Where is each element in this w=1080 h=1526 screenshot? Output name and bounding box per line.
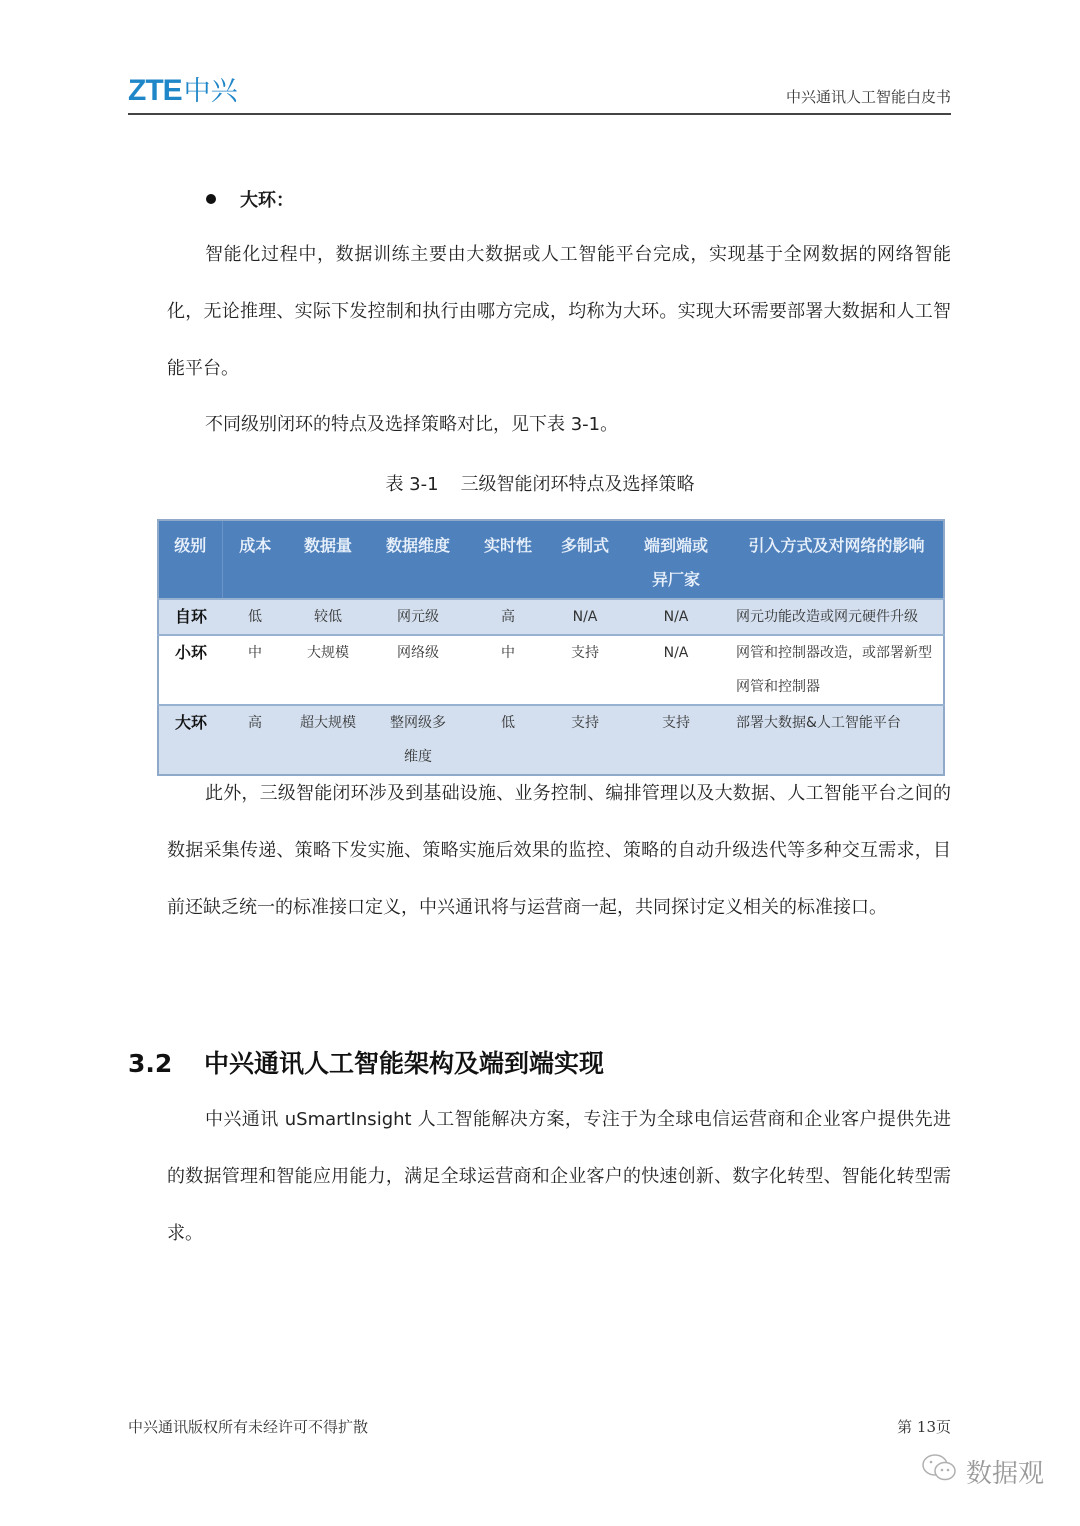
page-header [128, 70, 951, 114]
cell-dimension-text: 整网级多维度 [390, 715, 446, 765]
paragraph-big-loop: 智能化过程中，数据训练主要由大数据或人工智能平台完成，实现基于全网数据的网络智能化，无论推理、实际下发控制和执行由哪方完成，均称为大环。实现大环需要部署大数据和人工智能平台。 [167, 244, 951, 379]
column-header: 成本 [222, 520, 288, 599]
watermark-text: 数据观 [966, 1459, 1045, 1489]
cell-e2e: N/A [622, 599, 730, 635]
table-header-row [158, 520, 944, 599]
footer-page-number: 第 13页 [897, 1418, 951, 1436]
paragraph-usmartinsight: 中兴通讯 uSmartInsight 人工智能解决方案，专注于为全球电信运营商和企业客户提供先进的数据管理和智能应用能力，满足全球运营商和企业客户的快速创新、数字化转型、智能化转型需求。 [167, 1109, 951, 1244]
bullet-icon [206, 194, 216, 204]
table-caption [0, 470, 1080, 496]
bullet-heading [206, 186, 294, 212]
column-header: 数据量 [288, 520, 368, 599]
cell-e2e: 支持 [622, 705, 730, 775]
table-row [158, 635, 944, 705]
cell-cost: 高 [222, 705, 288, 775]
cell-multimode: N/A [548, 599, 622, 635]
column-header [622, 520, 730, 599]
paragraph-interfaces: 此外，三级智能闭环涉及到基础设施、业务控制、编排管理以及大数据、人工智能平台之间的数据采集传递、策略下发实施、策略实施后效果的监控、策略的自动升级迭代等多种交互需求，目前还缺乏统一的标准接口定义，中兴通讯将与运营商一起，共同探讨定义相关的标准接口。 [167, 783, 951, 918]
cell-realtime: 中 [468, 635, 548, 705]
cell-multimode: 支持 [548, 705, 622, 775]
cell-cost: 中 [222, 635, 288, 705]
logo-chinese: 中兴 [183, 76, 238, 106]
column-header: 级别 [158, 520, 222, 599]
header-divider [128, 113, 951, 115]
logo-latin: ZTE [128, 74, 182, 107]
section-number: 3.2 [128, 1049, 173, 1078]
cell-cost: 低 [222, 599, 288, 635]
cell-volume: 超大规模 [288, 705, 368, 775]
cell-impact: 网管和控制器改造，或部署新型网管和控制器 [730, 635, 944, 705]
cell-volume: 大规模 [288, 635, 368, 705]
column-header-text: 端到端或异厂家 [643, 536, 708, 589]
cell-level: 大环 [158, 705, 222, 775]
cell-dimension: 网络级 [368, 635, 468, 705]
cell-realtime: 低 [468, 705, 548, 775]
table-caption-number: 表 3-1 [385, 474, 439, 495]
cell-multimode: 支持 [548, 635, 622, 705]
zte-logo [128, 74, 238, 108]
document-title: 中兴通讯人工智能白皮书 [785, 88, 951, 106]
cell-level: 小环 [158, 635, 222, 705]
table-caption-title: 三级智能闭环特点及选择策略 [460, 474, 695, 495]
footer-copyright: 中兴通讯版权所有未经许可不得扩散 [128, 1418, 369, 1436]
wechat-icon [920, 1452, 960, 1491]
column-header: 多制式 [548, 520, 622, 599]
cell-level: 自环 [158, 599, 222, 635]
column-header: 实时性 [468, 520, 548, 599]
section-heading [128, 1044, 604, 1080]
bullet-label: 大环： [240, 190, 294, 211]
cell-realtime: 高 [468, 599, 548, 635]
cell-e2e: N/A [622, 635, 730, 705]
cell-impact: 部署大数据&人工智能平台 [730, 705, 944, 775]
loop-comparison-table [157, 519, 945, 776]
watermark [920, 1452, 1044, 1491]
paragraph-table-ref: 不同级别闭环的特点及选择策略对比，见下表 3-1。 [205, 414, 619, 435]
table-row [158, 599, 944, 635]
column-header: 引入方式及对网络的影响 [730, 520, 944, 599]
cell-dimension: 网元级 [368, 599, 468, 635]
section-title: 中兴通讯人工智能架构及端到端实现 [204, 1049, 605, 1078]
cell-impact: 网元功能改造或网元硬件升级 [730, 599, 944, 635]
column-header: 数据维度 [368, 520, 468, 599]
cell-volume: 较低 [288, 599, 368, 635]
